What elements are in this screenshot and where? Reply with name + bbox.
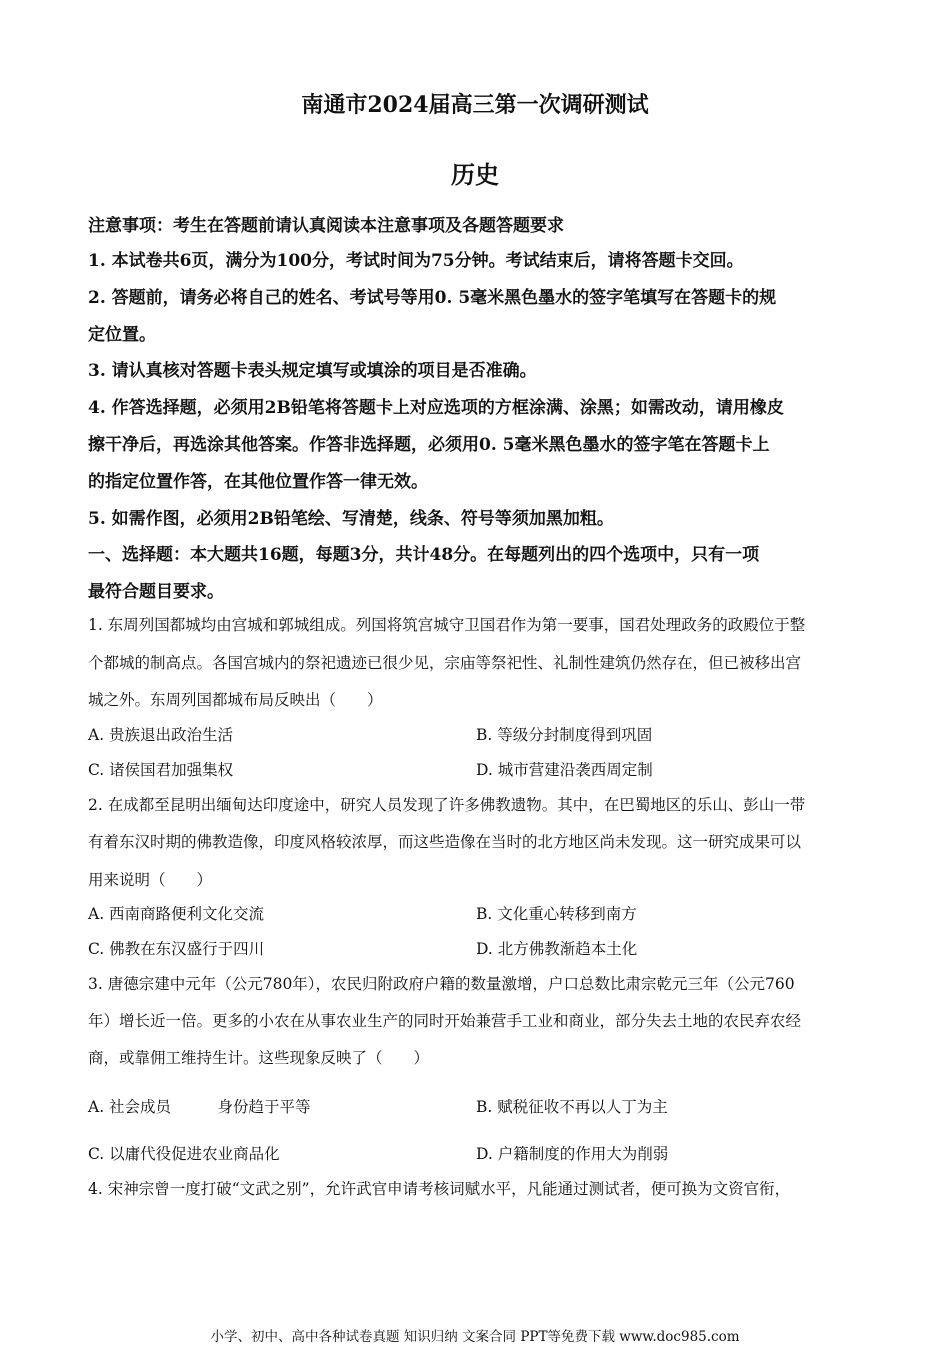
- exam-title: 南通市2024届高三第一次调研测试: [301, 92, 649, 118]
- question-2-text: 2. 在成都至昆明出缅甸达印度途中，研究人员发现了许多佛教遗物。其中，在巴蜀地区的乐山、彭山一带: [88, 796, 806, 814]
- notice-line: 3. 请认真核对答题卡表头规定填写或填涂的项目是否准确。: [88, 361, 537, 381]
- notice-line: 5. 如需作图，必须用2B铅笔绘、写清楚，线条、符号等须加黑加粗。: [88, 509, 614, 529]
- question-3-option-a: A. 社会成员 身份趋于平等: [88, 1098, 311, 1116]
- notice-line: 4. 作答选择题，必须用2B铅笔将答题卡上对应选项的方框涂满、涂黑；如需改动，请用橡皮: [88, 398, 784, 418]
- question-2-option-d: D. 北方佛教渐趋本土化: [476, 940, 638, 958]
- question-3-option-c: C. 以庸代役促进农业商品化: [88, 1145, 280, 1163]
- question-1-text: 1. 东周列国都城均由宫城和郭城组成。列国将筑宫城守卫国君作为第一要事，国君处理政务的政殿位于整: [88, 616, 806, 634]
- question-3-option-b: B. 赋税征收不再以人丁为主: [476, 1098, 668, 1116]
- notice-line: 擦干净后，再选涂其他答案。作答非选择题，必须用0. 5毫米黑色墨水的签字笔在答题卡上: [88, 435, 770, 455]
- section-heading: 一、选择题：本大题共16题，每题3分，共计48分。在每题列出的四个选项中，只有一项: [88, 545, 760, 565]
- question-2-option-a: A. 西南商路便利文化交流: [88, 905, 265, 923]
- notice-heading: 注意事项：考生在答题前请认真阅读本注意事项及各题答题要求: [88, 216, 564, 236]
- question-1-text: 城之外。东周列国都城布局反映出（ ）: [88, 691, 383, 709]
- page-footer: 小学、初中、高中各种试卷真题 知识归纳 文案合同 PPT等免费下载 www.doc985.com: [210, 1329, 740, 1345]
- question-3-text: 3. 唐德宗建中元年（公元780年），农民归附政府户籍的数量激增，户口总数比肃宗乾元三年（公元760: [88, 975, 795, 993]
- section-heading: 最符合题目要求。: [88, 582, 224, 602]
- question-2-text: 有着东汉时期的佛教造像，印度风格较浓厚，而这些造像在当时的北方地区尚未发现。这一研究成果可以: [88, 833, 802, 851]
- question-2-text: 用来说明（ ）: [88, 871, 213, 889]
- question-4-text: 4. 宋神宗曾一度打破“文武之别”，允许武官申请考核词赋水平，凡能通过测试者，便可换为文资官衔，: [88, 1180, 791, 1198]
- question-1-option-d: D. 城市营建沿袭西周定制: [476, 761, 653, 779]
- question-3-text: 商，或靠佣工维持生计。这些现象反映了（ ）: [88, 1049, 430, 1067]
- notice-line: 1. 本试卷共6页，满分为100分，考试时间为75分钟。考试结束后，请将答题卡交回。: [88, 251, 744, 271]
- notice-line: 定位置。: [88, 325, 156, 345]
- question-3-option-d: D. 户籍制度的作用大为削弱: [476, 1145, 669, 1163]
- question-1-text: 个都城的制高点。各国宫城内的祭祀遗迹已很少见，宗庙等祭祀性、礼制性建筑仍然存在，但已被移出宫: [88, 654, 802, 672]
- question-2-option-b: B. 文化重心转移到南方: [476, 905, 637, 923]
- question-2-option-c: C. 佛教在东汉盛行于四川: [88, 940, 265, 958]
- question-1-option-a: A. 贵族退出政治生活: [88, 726, 234, 744]
- question-1-option-c: C. 诸侯国君加强集权: [88, 761, 234, 779]
- question-1-option-b: B. 等级分封制度得到巩固: [476, 726, 653, 744]
- question-3-text: 年）增长近一倍。更多的小农在从事农业生产的同时开始兼营手工业和商业，部分失去土地的农民弃农经: [88, 1012, 802, 1030]
- notice-line: 的指定位置作答，在其他位置作答一律无效。: [88, 472, 428, 492]
- subject-title: 历史: [451, 160, 499, 189]
- notice-line: 2. 答题前，请务必将自己的姓名、考试号等用0. 5毫米黑色墨水的签字笔填写在答题卡的规: [88, 288, 777, 308]
